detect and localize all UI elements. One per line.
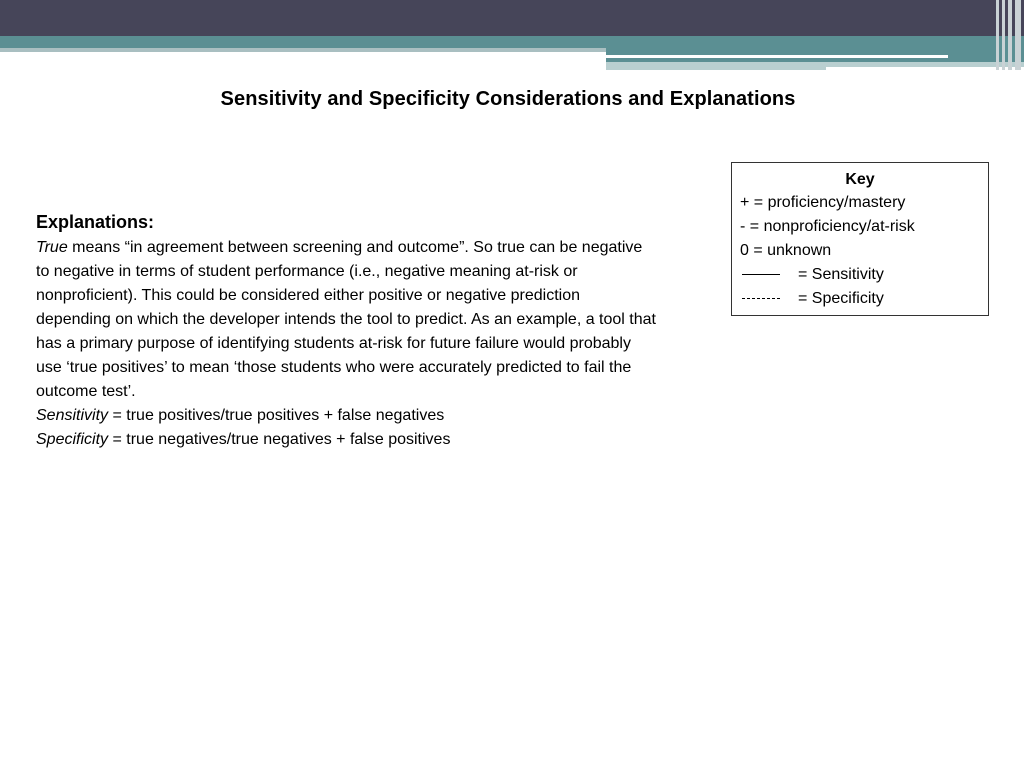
- key-box: [731, 162, 989, 316]
- key-legend-specificity: [740, 287, 980, 311]
- key-item: + = proficiency/mastery: [740, 194, 906, 211]
- sensitivity-definition: [36, 404, 656, 428]
- sensitivity-text: = true positives/true positives + false negatives: [108, 407, 445, 424]
- sensitivity-term: Sensitivity: [36, 407, 109, 424]
- header-bar-light-short: [606, 67, 826, 70]
- header-stripes: [994, 0, 1024, 70]
- header-bar-dark: [0, 0, 1024, 36]
- header-bar-teal: [0, 36, 1024, 48]
- key-item: 0 = unknown: [740, 242, 832, 259]
- key-title: Key: [845, 171, 875, 188]
- specificity-definition: [36, 428, 656, 452]
- header-divider-line: [606, 55, 948, 58]
- dashed-line-icon: [742, 298, 780, 299]
- explanations-block: [36, 208, 656, 452]
- true-definition: [36, 236, 656, 404]
- specificity-term: Specificity: [36, 431, 109, 448]
- legend-label: = Sensitivity: [798, 266, 884, 283]
- header-bar-grey: [0, 48, 606, 52]
- key-item: - = nonproficiency/at-risk: [740, 218, 915, 235]
- slide-title: Sensitivity and Specificity Considerations and Explanations: [220, 88, 796, 110]
- explanations-heading: Explanations:: [36, 212, 155, 232]
- true-text: means “in agreement between screening and outcome”. So true can be negative to negative in terms of student performance (i.e., negative meaning at-risk or nonproficient). This could be considered either positive or negative prediction depending on which the developer intends the tool to predict. As an example, a tool that has a primary purpose of identifying students at-risk for future failure would probably use ‘true positives’ to mean ‘those students who were accurately predicted to fail the outcome test’.: [36, 239, 656, 400]
- legend-label: = Specificity: [798, 290, 884, 307]
- solid-line-icon: [742, 274, 780, 275]
- key-legend-sensitivity: [740, 263, 980, 287]
- specificity-text: = true negatives/true negatives + false positives: [108, 431, 451, 448]
- true-term: True: [36, 239, 68, 256]
